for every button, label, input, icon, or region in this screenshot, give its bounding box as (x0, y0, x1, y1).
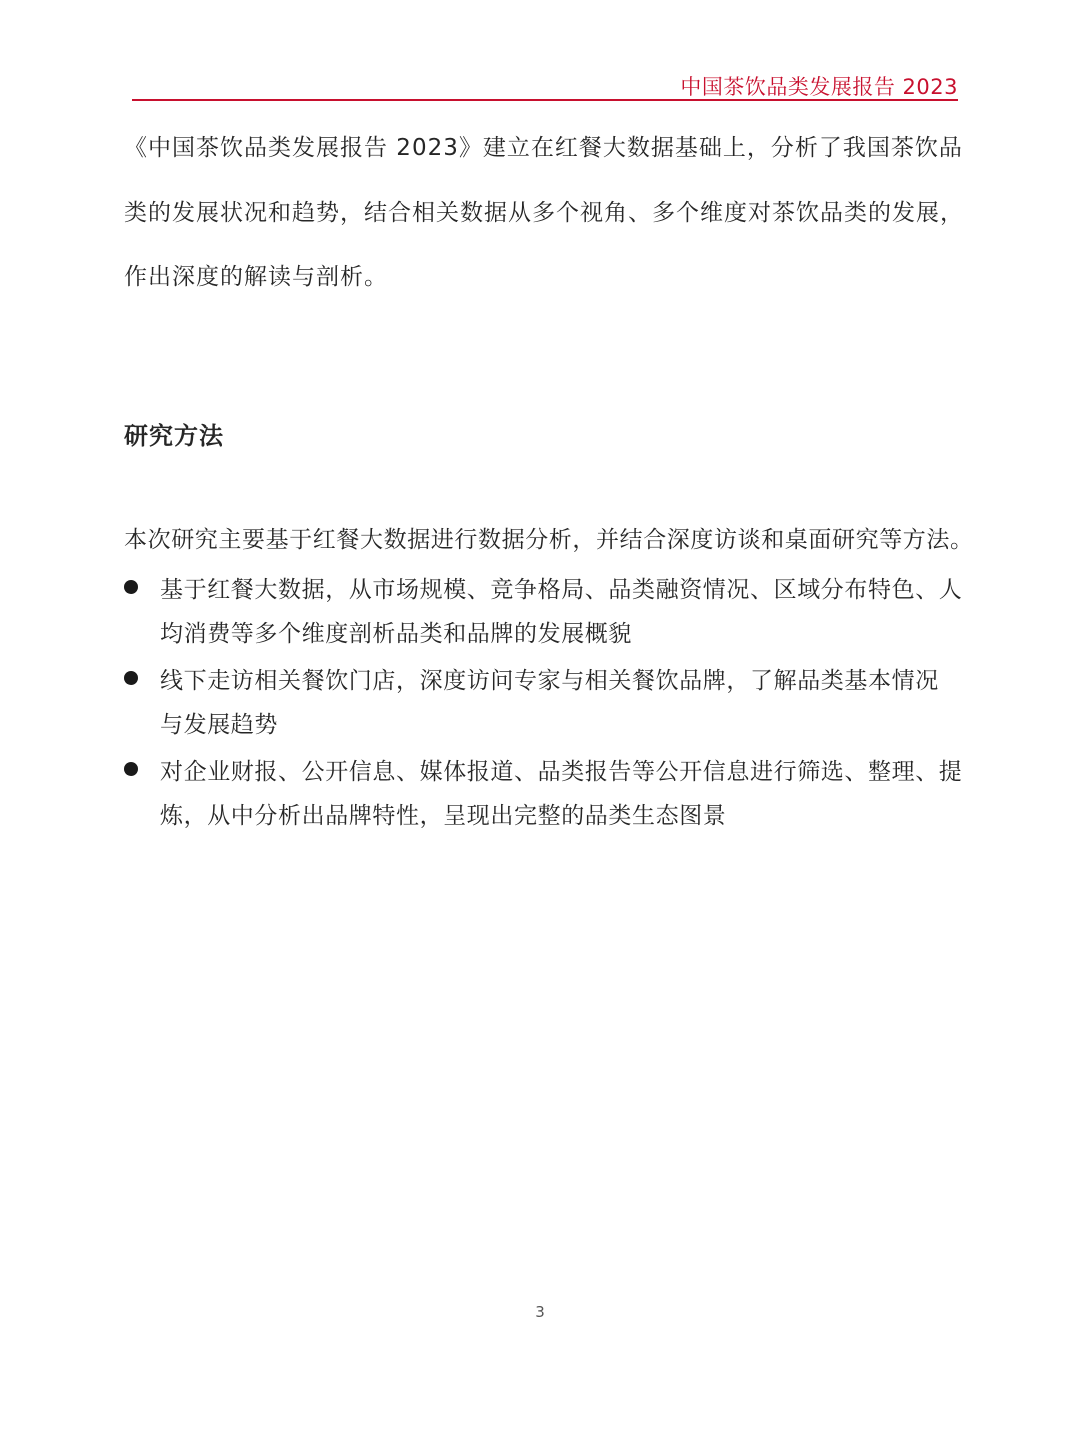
running-header-title: 中国茶饮品类发展报告 2023 (680, 75, 958, 99)
methods-bullet-list (124, 568, 974, 841)
bullet-dot-icon (124, 671, 138, 685)
intro-paragraph (124, 116, 962, 310)
list-item-line: 炼，从中分析出品牌特性，呈现出完整的品类生态图景 (160, 803, 727, 829)
intro-line: 作出深度的解读与剖析。 (124, 264, 388, 290)
list-item (124, 568, 974, 656)
list-item-line: 均消费等多个维度剖析品类和品牌的发展概貌 (160, 621, 632, 647)
bullet-dot-icon (124, 762, 138, 776)
header-divider (132, 99, 958, 101)
list-item (124, 750, 974, 838)
page-number: 3 (535, 1303, 545, 1321)
list-item-line: 线下走访相关餐饮门店，深度访问专家与相关餐饮品牌，了解品类基本情况 (160, 668, 939, 694)
methods-intro-text: 本次研究主要基于红餐大数据进行数据分析，并结合深度访谈和桌面研究等方法。 (124, 527, 974, 553)
list-item-line: 基于红餐大数据，从市场规模、竞争格局、品类融资情况、区域分布特色、人 (160, 577, 963, 603)
intro-line: 类的发展状况和趋势，结合相关数据从多个视角、多个维度对茶饮品类的发展， (124, 199, 964, 226)
bullet-dot-icon (124, 580, 138, 594)
intro-line: 《中国茶饮品类发展报告 2023》建立在红餐大数据基础上，分析了我国茶饮品 (124, 135, 963, 161)
list-item-line: 对企业财报、公开信息、媒体报道、品类报告等公开信息进行筛选、整理、提 (160, 759, 963, 785)
list-item-line: 与发展趋势 (160, 712, 278, 738)
list-item (124, 659, 974, 747)
section-heading-methods: 研究方法 (124, 422, 224, 450)
